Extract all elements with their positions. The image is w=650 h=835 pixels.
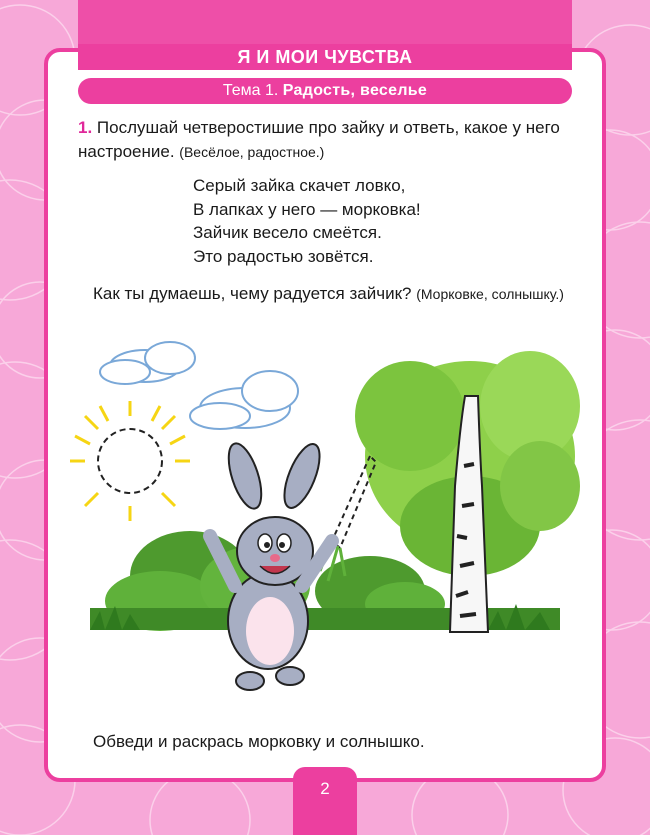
topic-banner bbox=[78, 78, 572, 104]
task-answer: (Весёлое, радостное.) bbox=[179, 144, 325, 160]
poem-line: В лапках у него — морковка! bbox=[193, 199, 421, 219]
section-title: Я И МОИ ЧУВСТВА bbox=[78, 44, 572, 70]
poem-line: Серый зайка скачет ловко, bbox=[193, 176, 406, 195]
poem bbox=[193, 174, 513, 268]
page-number: 2 bbox=[293, 767, 357, 835]
question-answer: (Морковке, солнышку.) bbox=[416, 286, 564, 302]
topic-prefix: Тема 1. bbox=[222, 82, 279, 99]
sun-outline bbox=[70, 401, 190, 521]
task-1 bbox=[78, 116, 588, 164]
illustration bbox=[70, 336, 582, 714]
topic-name: Радость, веселье bbox=[282, 82, 428, 99]
instruction: Обведи и раскрась морковку и солнышко. bbox=[93, 732, 425, 751]
question bbox=[78, 282, 588, 306]
question-text: Как ты думаешь, чему радуется зайчик? bbox=[93, 284, 412, 303]
poem-line: Это радостью зовётся. bbox=[193, 246, 374, 266]
task-text: Послушай четверостишие про зайку и ответь, какое у него настроение. bbox=[78, 118, 560, 161]
cloud-right bbox=[190, 371, 298, 429]
bunny bbox=[210, 440, 332, 690]
cloud-left bbox=[100, 342, 195, 384]
task-number: 1. bbox=[78, 118, 93, 137]
poem-line: Зайчик весело смеётся. bbox=[193, 223, 382, 242]
